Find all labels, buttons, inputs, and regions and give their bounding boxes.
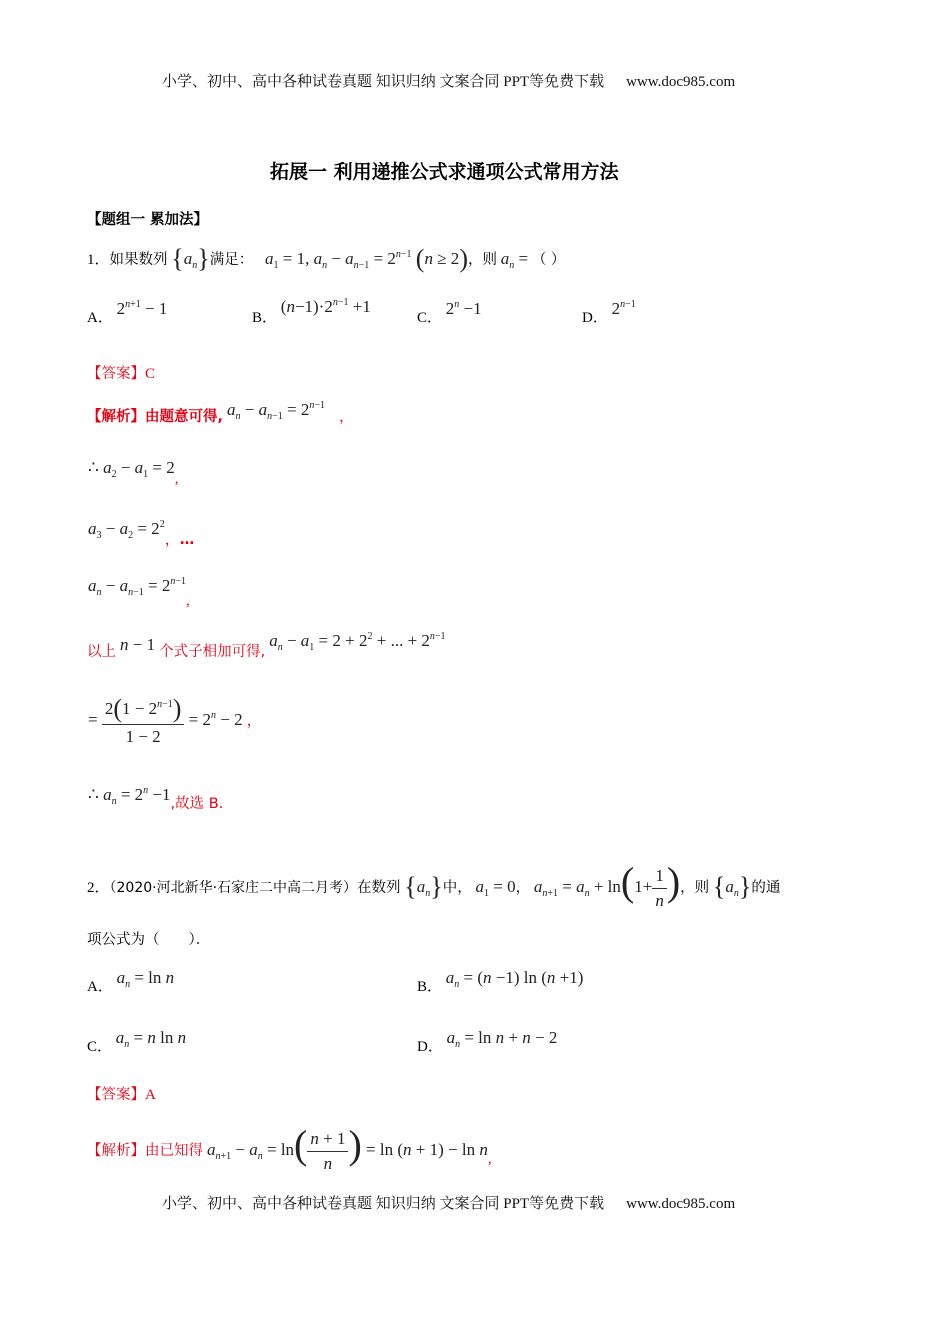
option-b[interactable]: B． $a_n = (n -1)$ ln (n +1)	[417, 968, 584, 995]
analysis-line: 【解析】由题意可得, $a_n - a_{n-1} = 2^{n-1}$ ，	[87, 400, 354, 425]
option-c[interactable]: C． $a_n = n$ ln n	[87, 1028, 187, 1055]
header-text: 小学、初中、高中各种试卷真题 知识归纳 文案合同 PPT等免费下载	[162, 74, 605, 90]
option-a[interactable]: A． $a_n = \ln n$	[87, 968, 175, 995]
footer-url[interactable]: www.doc985.com	[626, 1196, 736, 1212]
math-sequence: $\{a_n\}$	[171, 244, 210, 273]
analysis-step-2: $a_3 - a_2 = 2^2$，…	[88, 519, 195, 548]
page-header	[162, 70, 735, 91]
option-d[interactable]: D． $a_n = \ln n + n - 2$	[417, 1028, 558, 1055]
answer-line: 【答案】C	[87, 366, 156, 382]
footer-text: 小学、初中、高中各种试卷真题 知识归纳 文案合同 PPT等免费下载	[162, 1196, 605, 1212]
analysis-step-3: $a_n - a_{n-1} = 2^{n-1}$,	[88, 576, 190, 609]
question-source: （2020·河北新华·石家庄二中高二月考）	[109, 880, 358, 896]
question-number: 1．	[87, 252, 110, 268]
page-title: 拓展一 利用递推公式求通项公式常用方法	[270, 161, 619, 183]
page-footer	[162, 1192, 735, 1213]
question-2-stem-line2: 项公式为（ ）．	[87, 932, 211, 948]
question-1-stem: 1．如果数列 $\{a_n\}$满足： $a_1 = 1$, $a_n - a_{n-1} = 2^{n-1}$ (n ≥ 2)，则 $a_n$ = （ ）	[87, 244, 566, 273]
answer-value: C	[145, 366, 156, 382]
analysis-step-4: 以上 n − 1 个式子相加可得, $a_n - a_1 = 2 + 2^2$ + ... + $2^{n-1}$	[87, 631, 446, 660]
answer-line: 【答案】A	[87, 1087, 156, 1103]
option-b[interactable]: B． $(n-1)\cdot 2^{n-1} +1$	[252, 297, 371, 326]
option-d[interactable]: D． $2^{n-1}$	[582, 299, 636, 326]
header-url[interactable]: www.doc985.com	[626, 74, 736, 90]
analysis-step-1: ∴ $a_2 - a_1 = 2$,	[88, 458, 179, 487]
analysis-conclusion: ∴ $a_n = 2^n -1$,故选 B.	[88, 785, 224, 812]
option-c[interactable]: C． $2^n -1$	[417, 299, 482, 326]
analysis-step-5: = $\frac{2(1 - 2^{n-1})}{1 - 2}$ = $2^n - 2$ ，	[88, 694, 262, 746]
math-an: $a_n$ =	[500, 249, 529, 271]
answer-value: A	[145, 1087, 156, 1103]
analysis-line: 【解析】由已知得 $a_{n+1} - a_n = \ln$( $\frac{n + 1}{n}$ ) = ln (n + 1) − ln n,	[87, 1122, 492, 1173]
option-a[interactable]: A． $2^{n+1} - 1$	[87, 299, 168, 326]
section-heading: 【题组一 累加法】	[87, 212, 209, 228]
question-2-stem: 2．（2020·河北新华·石家庄二中高二月考）在数列 $\{a_n\}$中， $a_1 = 0$， $a_{n+1} = a_n + \ln(1+$ $\frac{1}{n}$ )，则 $\{a_n\}$的通	[87, 859, 781, 910]
math-condition: $a_1 = 1$, $a_n - a_{n-1} = 2^{n-1}$ (n ≥ 2)	[264, 244, 468, 273]
question-number: 2．	[87, 880, 110, 896]
